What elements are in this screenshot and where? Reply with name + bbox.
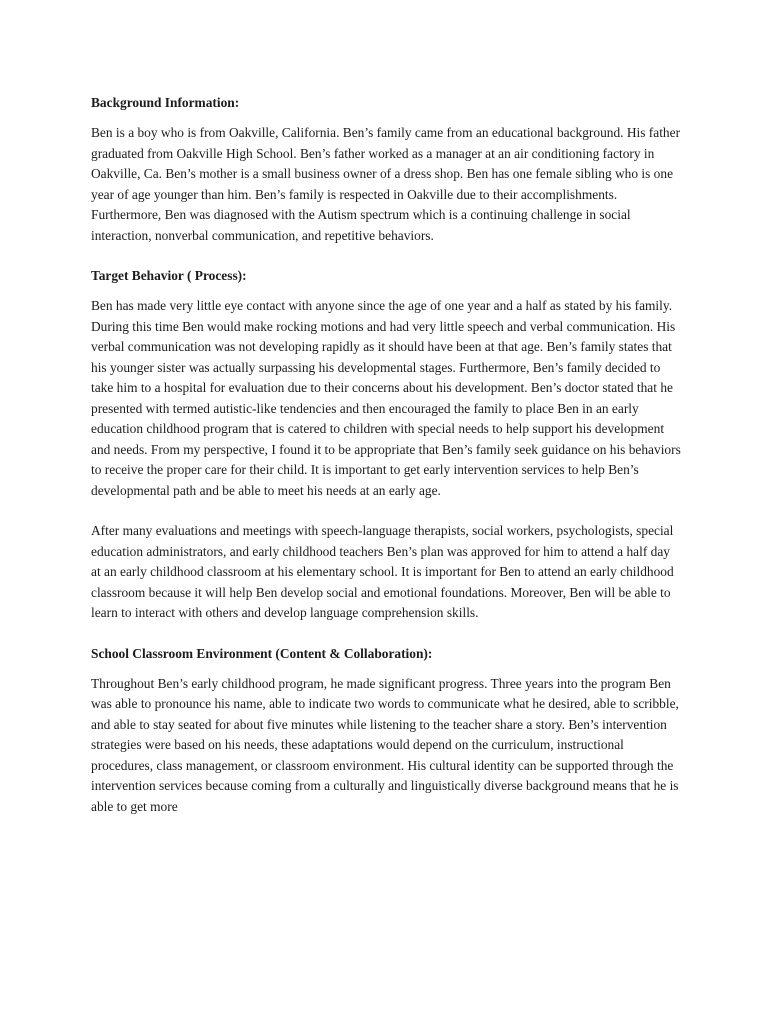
section-classroom-environment [91, 644, 681, 818]
paragraph-background: Ben is a boy who is from Oakville, California. Ben’s family came from an educational background. His father graduated from Oakville High School. Ben’s father worked as a manager at an air conditioning factory in Oakville, Ca. Ben’s mother is a small business owner of a dress shop. Ben has one female sibling who is one year of age younger than him. Ben’s family is respected in Oakville due to their accomplishments. Furthermore, Ben was diagnosed with the Autism spectrum which is a continuing challenge in social interaction, nonverbal communication, and repetitive behaviors. [91, 125, 681, 243]
section-target-behavior [91, 266, 681, 624]
heading-target-behavior: Target Behavior ( Process): [91, 268, 247, 283]
heading-background-information: Background Information: [91, 95, 240, 110]
heading-school-classroom-environment: School Classroom Environment (Content & Collaboration): [91, 645, 433, 661]
paragraph-target-behavior-2: After many evaluations and meetings with speech-language therapists, social workers, psychologists, special education administrators, and early childhood teachers Ben’s plan was approved for him to attend a half day at an early childhood classroom at his elementary school. It is important for Ben to attend an early childhood classroom because it will help Ben develop social and emotional foundations. Moreover, Ben will be able to learn to interact with others and develop language comprehension skills. [91, 523, 674, 620]
paragraph-target-behavior-1: Ben has made very little eye contact with anyone since the age of one year and a half as stated by his family. During this time Ben would make rocking motions and had very little speech and verbal communication. His verbal communication was not developing rapidly as it should have been at that age. Ben’s family states that his younger sister was actually surpassing his developmental stages. Furthermore, Ben’s family decided to take him to a hospital for evaluation due to their concerns about his development. Ben’s doctor stated that he presented with termed autistic-like tendencies and then encouraged the family to place Ben in an early education childhood program that is catered to children with special needs to help support his development and needs. From my perspective, I found it to be appropriate that Ben’s family seek guidance on his behaviors to receive the proper care for their child. It is important to get early intervention services to help Ben’s developmental path and be able to meet his needs at an early age. [91, 298, 681, 498]
section-background [91, 93, 681, 246]
paragraph-classroom-environment: Throughout Ben’s early childhood program, he made significant progress. Three years into the program Ben was able to pronounce his name, able to indicate two words to communicate what he desired, able to scribble, and able to stay seated for about five minutes while listening to the teacher share a story. Ben’s intervention strategies were based on his needs, these adaptations would depend on the curriculum, instructional procedures, class management, or classroom environment. His cultural identity can be supported through the intervention services because coming from a culturally and linguistically diverse background means that he is able to get more [91, 675, 679, 814]
document-body [91, 93, 681, 817]
